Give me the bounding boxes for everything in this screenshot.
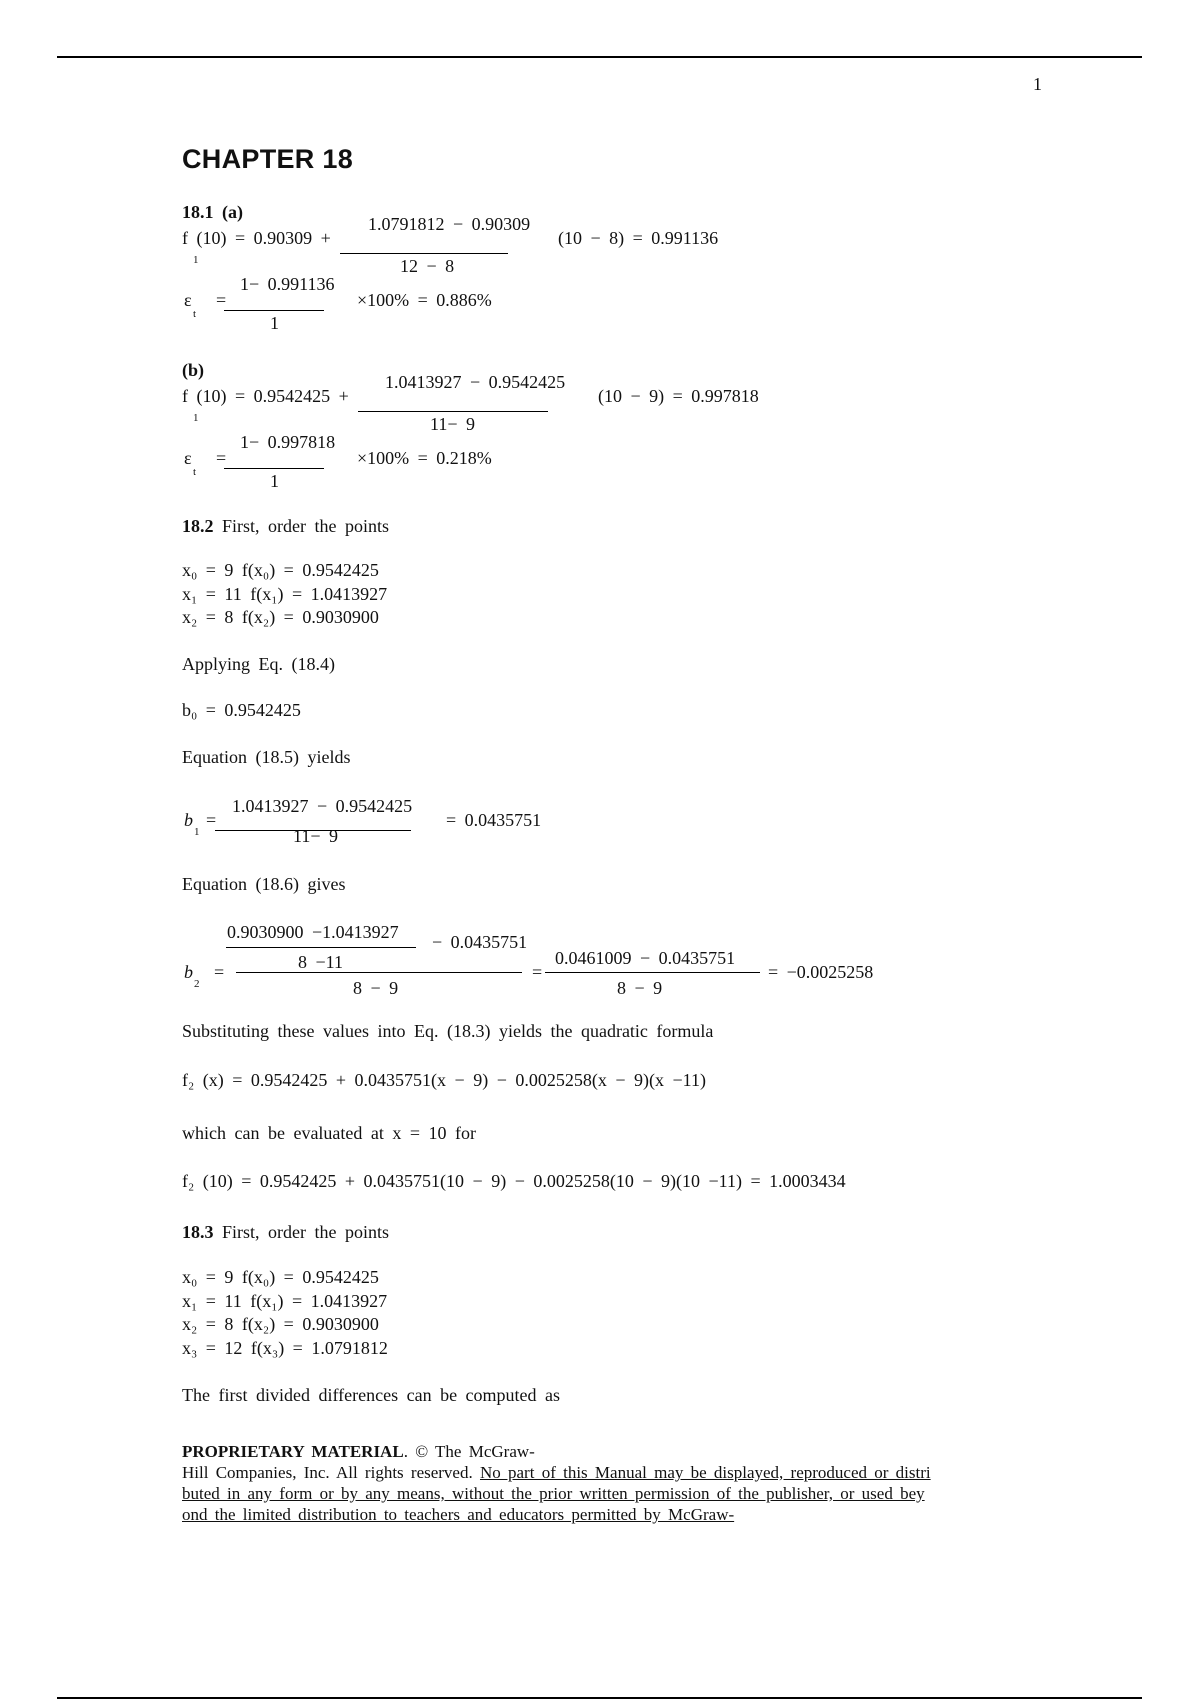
b1-numerator: 1.0413927 − 0.9542425 xyxy=(232,796,413,816)
bottom-rule xyxy=(57,1697,1142,1699)
point-x2-18-3: x₂ = 8 f(x₂) = 0.9030900 xyxy=(182,1314,379,1334)
b2-denominator-2: 8 − 9 xyxy=(617,978,663,998)
f1-10-lhs-b: f (10) = 0.9542425 + xyxy=(182,386,349,406)
epsilon-subscript: t xyxy=(193,308,197,320)
epsilon-subscript-b: t xyxy=(193,466,197,478)
b0-value: b₀ = 0.9542425 xyxy=(182,700,301,720)
heading-text: First, order the points xyxy=(213,1222,389,1242)
fraction-denominator-b: 11− 9 xyxy=(430,414,475,434)
fraction-numerator-b: 1.0413927 − 0.9542425 xyxy=(385,372,566,392)
point-x3-18-3: x₃ = 12 f(x₃) = 1.0791812 xyxy=(182,1338,388,1358)
f2-10-formula: f₂ (10) = 0.9542425 + 0.0435751(10 − 9) − 0.0025258(10 − 9)(10 −11) = 1.0003434 xyxy=(182,1171,846,1191)
footer-line-3: buted in any form or by any means, without the prior written permission of the publisher, or used bey xyxy=(182,1484,925,1503)
b2-subscript: 2 xyxy=(194,978,200,990)
point-x0: x₀ = 9 f(x₀) = 0.9542425 xyxy=(182,560,379,580)
error-denominator: 1 xyxy=(270,313,279,333)
epsilon-equals-b: = xyxy=(216,448,227,468)
b2-equals: = xyxy=(214,962,225,982)
error-fraction-bar xyxy=(224,310,324,311)
f1-subscript-b: 1 xyxy=(193,412,199,424)
b1-rhs: = 0.0435751 xyxy=(446,810,542,830)
error-fraction-bar-b xyxy=(224,468,324,469)
fraction-bar xyxy=(340,253,508,254)
point-x2: x₂ = 8 f(x₂) = 0.9030900 xyxy=(182,607,379,627)
footer-line-2 xyxy=(182,1462,1052,1483)
footer-line-1-rest: . © The McGraw- xyxy=(403,1442,535,1461)
error-denominator-b: 1 xyxy=(270,471,279,491)
b1-denominator: 11− 9 xyxy=(293,826,338,846)
equation-18-5: Equation (18.5) yields xyxy=(182,747,351,767)
problem-18-1-heading: 18.1 (a) xyxy=(182,202,243,222)
error-rhs: ×100% = 0.886% xyxy=(357,290,492,310)
part-b-label: (b) xyxy=(182,360,204,380)
f2x-formula: f₂ (x) = 0.9542425 + 0.0435751(x − 9) − 0.0025258(x − 9)(x −11) xyxy=(182,1070,706,1090)
f1-10-rhs: (10 − 8) = 0.991136 xyxy=(558,228,719,248)
b2-main-bar xyxy=(236,972,522,973)
footer-line-1 xyxy=(182,1441,1052,1462)
error-numerator: 1− 0.991136 xyxy=(240,274,335,294)
evaluated-text: which can be evaluated at x = 10 for xyxy=(182,1123,477,1143)
f1-10-rhs-b: (10 − 9) = 0.997818 xyxy=(598,386,759,406)
b2-inner-denominator: 8 −11 xyxy=(298,952,343,972)
applying-eq-18-4: Applying Eq. (18.4) xyxy=(182,654,335,674)
fraction-denominator: 12 − 8 xyxy=(400,256,455,276)
page-number: 1 xyxy=(1033,74,1042,94)
b1-subscript: 1 xyxy=(194,826,200,838)
problem-18-2-heading xyxy=(182,516,389,537)
copyright-footer xyxy=(182,1441,1052,1525)
b1-symbol: b xyxy=(184,810,193,830)
point-x0-18-3: x₀ = 9 f(x₀) = 0.9542425 xyxy=(182,1267,379,1287)
b2-numerator-2: 0.0461009 − 0.0435751 xyxy=(555,948,736,968)
b2-inner-numerator: 0.9030900 −1.0413927 xyxy=(227,922,399,942)
problem-18-3-heading xyxy=(182,1222,389,1243)
f1-10-lhs: f (10) = 0.90309 + xyxy=(182,228,331,248)
equation-18-6: Equation (18.6) gives xyxy=(182,874,346,894)
substituting-text: Substituting these values into Eq. (18.3) yields the quadratic formula xyxy=(182,1021,714,1041)
fraction-numerator: 1.0791812 − 0.90309 xyxy=(368,214,531,234)
epsilon-t-b: ε xyxy=(184,448,192,468)
b2-inner-bar xyxy=(226,947,416,948)
error-rhs-b: ×100% = 0.218% xyxy=(357,448,492,468)
top-rule xyxy=(57,56,1142,58)
chapter-title: CHAPTER 18 xyxy=(182,144,354,174)
footer-line-2-underlined: No part of this Manual may be displayed, reproduced or distri xyxy=(479,1463,931,1482)
problem-number: 18.3 xyxy=(182,1222,214,1242)
first-divided-text: The first divided differences can be computed as xyxy=(182,1385,561,1405)
b2-rhs: = −0.0025258 xyxy=(768,962,874,982)
f1-subscript: 1 xyxy=(193,254,199,266)
footer-line-4: ond the limited distribution to teachers and educators permitted by McGraw- xyxy=(182,1505,735,1524)
b2-inner-minus: − 0.0435751 xyxy=(432,932,528,952)
fraction-bar-b xyxy=(358,411,548,412)
point-x1-18-3: x₁ = 11 f(x₁) = 1.0413927 xyxy=(182,1291,388,1311)
b1-equals: = xyxy=(206,810,217,830)
b2-equals-2: = xyxy=(532,962,543,982)
footer-line-2-plain: Hill Companies, Inc. All rights reserved. xyxy=(182,1463,480,1482)
b2-symbol: b xyxy=(184,962,193,982)
b2-bar-2 xyxy=(545,972,760,973)
proprietary-label: PROPRIETARY MATERIAL xyxy=(182,1442,404,1461)
heading-text: First, order the points xyxy=(213,516,389,536)
epsilon-equals: = xyxy=(216,290,227,310)
error-numerator-b: 1− 0.997818 xyxy=(240,432,336,452)
problem-number: 18.2 xyxy=(182,516,214,536)
b2-main-denominator: 8 − 9 xyxy=(353,978,399,998)
point-x1: x₁ = 11 f(x₁) = 1.0413927 xyxy=(182,584,388,604)
epsilon-t: ε xyxy=(184,290,192,310)
